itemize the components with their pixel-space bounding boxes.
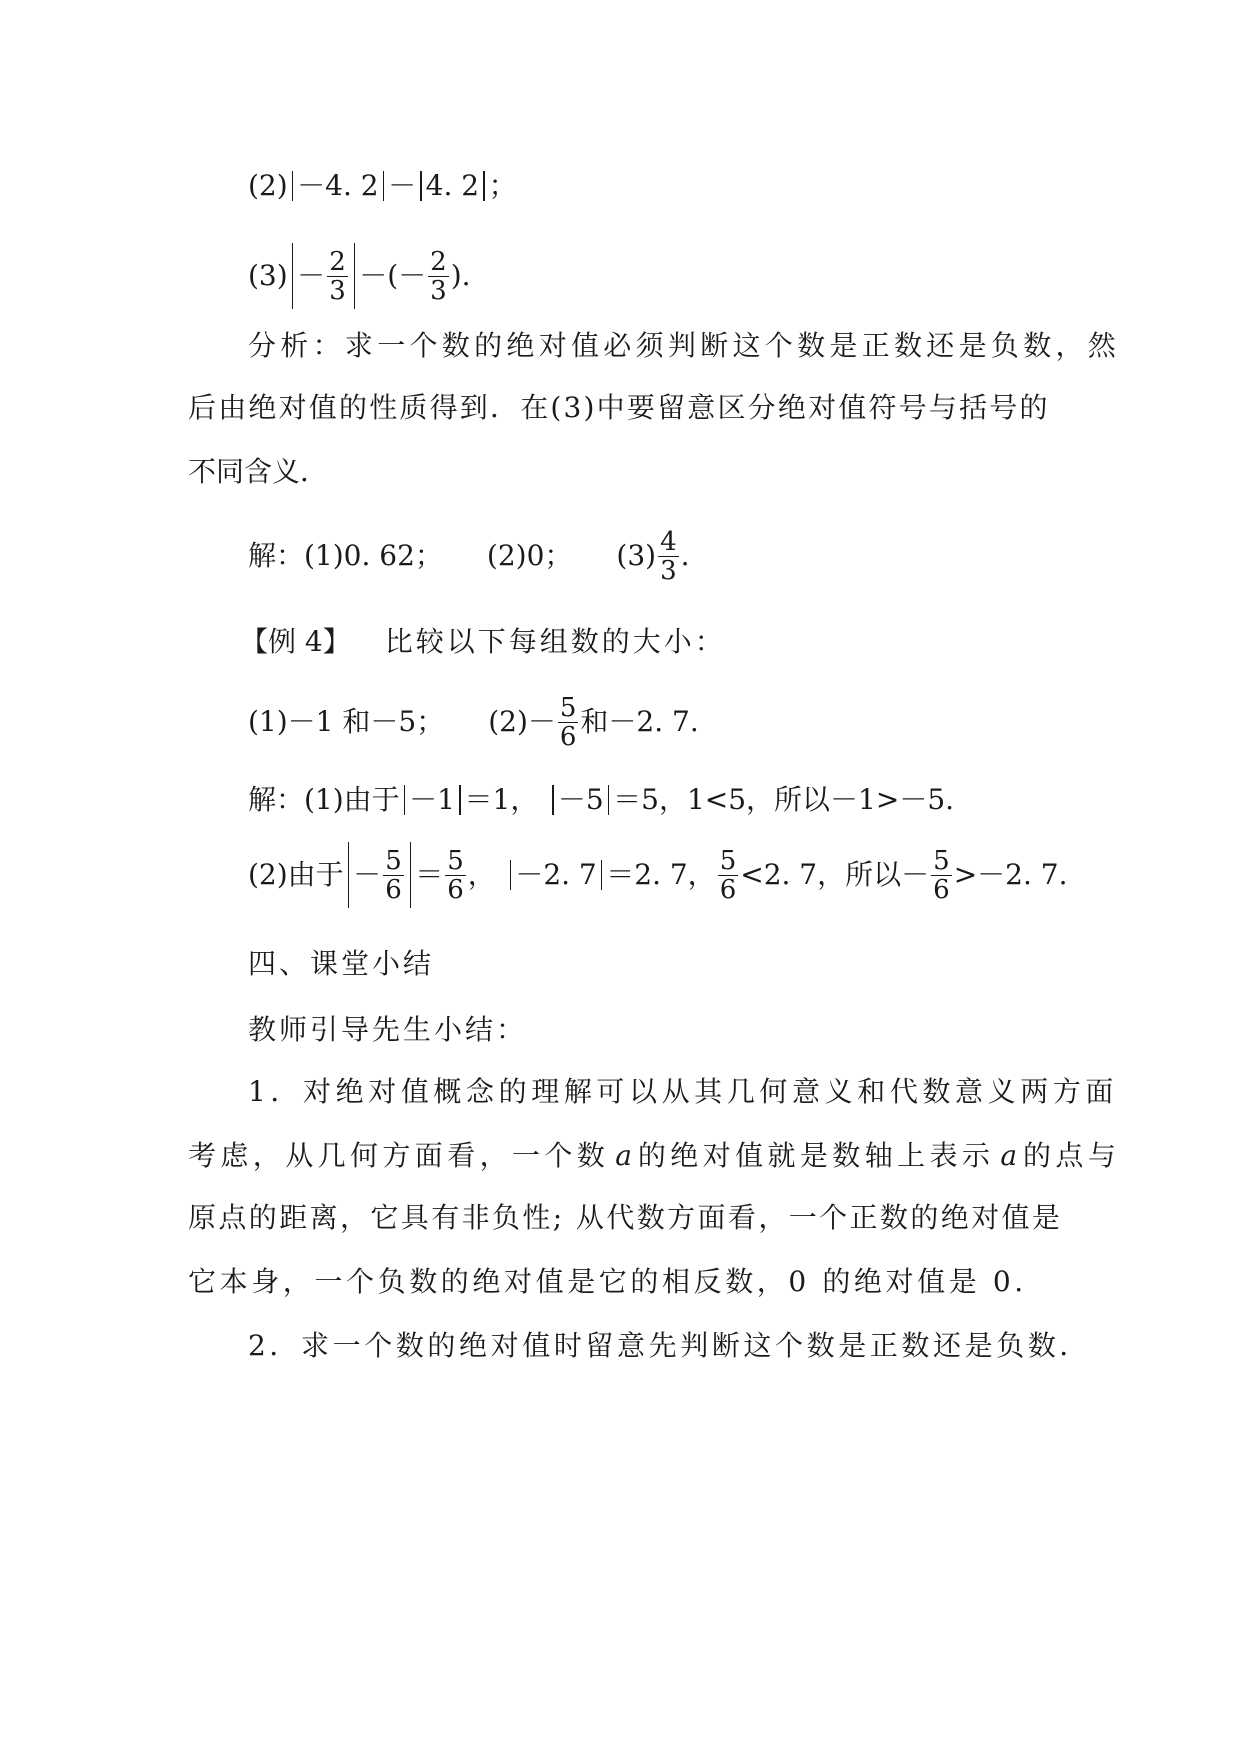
solution-2b	[248, 842, 1067, 908]
abs-content: －1	[409, 783, 455, 816]
summary-text: 原点的距离，它具有非负性; 从代数方面看，一个正数的绝对值是	[188, 1201, 1063, 1234]
problem-3-number: (3)	[248, 259, 288, 292]
operator: －(－	[359, 259, 427, 292]
fraction	[428, 248, 449, 305]
abs-bar	[292, 171, 294, 201]
fraction	[558, 694, 579, 751]
denominator: 6	[559, 721, 577, 752]
guide-text: 教师引导先生小结：	[248, 1013, 528, 1046]
fraction	[327, 248, 348, 305]
abs-bar	[383, 171, 385, 201]
abs-bar	[420, 171, 422, 201]
summary-text: 的点与	[1023, 1139, 1121, 1172]
abs-bar	[292, 243, 294, 309]
solution-part: (2)由于	[248, 858, 344, 891]
example-text: 比较以下每组数的大小：	[384, 625, 726, 658]
abs-content: 4. 2	[425, 169, 480, 202]
abs-content: －4. 2	[297, 169, 379, 202]
punctuation: ，	[467, 858, 496, 891]
summary-1-line-2	[188, 1136, 1120, 1176]
fraction	[931, 847, 952, 904]
abs-bar	[410, 842, 412, 908]
fraction	[445, 847, 466, 904]
example-4-questions	[248, 690, 699, 754]
solution-part: 解：(1)由于	[248, 783, 400, 816]
punctuation: .	[680, 539, 690, 572]
summary-2	[248, 1326, 1091, 1366]
abs-content: －5	[557, 783, 604, 816]
solution-1	[248, 524, 690, 588]
question-part: (1)－1 和－5；	[248, 705, 445, 738]
abs-bar	[601, 860, 603, 890]
solution-2a	[248, 780, 954, 820]
sign: －	[297, 259, 326, 292]
summary-1-line-4	[188, 1262, 1027, 1302]
abs-bar	[404, 785, 406, 815]
solution-part: (2)0；	[486, 539, 573, 572]
variable: a	[1000, 1139, 1018, 1172]
solution-part: ＝5，1<5，所以－1>－5.	[613, 783, 955, 816]
denominator: 6	[933, 874, 950, 905]
analysis-line-1	[248, 326, 1121, 366]
operator: ＝	[415, 858, 444, 891]
solution-part: 解：(1)0. 62；	[248, 539, 443, 572]
numerator: 5	[559, 692, 577, 723]
summary-text: 1．对绝对值概念的理解可以从其几何意义和代数意义两方面	[248, 1075, 1119, 1108]
analysis-text: 不同含义．	[188, 455, 329, 488]
punctuation: ；	[488, 169, 517, 202]
denominator: 3	[660, 555, 677, 586]
numerator: 5	[385, 845, 402, 876]
problem-3	[248, 244, 471, 308]
summary-text: 它本身，一个负数的绝对值是它的相反数，0 的绝对值是 0.	[188, 1265, 1027, 1298]
analysis-line-2	[188, 388, 1050, 428]
example-tag: 【例 4】	[240, 625, 351, 658]
sign: －	[353, 858, 382, 891]
numerator: 5	[719, 845, 737, 876]
solution-part: >－2. 7.	[953, 858, 1068, 891]
summary-text: 的绝对值就是数轴上表示	[637, 1139, 995, 1172]
numerator: 4	[660, 526, 677, 557]
operator: －	[388, 169, 417, 202]
question-part: 和－2. 7.	[580, 705, 699, 738]
denominator: 3	[430, 275, 447, 306]
abs-bar	[510, 860, 512, 890]
solution-part: ＝1，	[464, 783, 539, 816]
denominator: 6	[447, 874, 464, 905]
denominator: 6	[719, 874, 737, 905]
solution-part: (3)	[616, 539, 657, 572]
analysis-line-3	[188, 452, 328, 492]
numerator: 5	[447, 845, 464, 876]
problem-2	[248, 166, 517, 206]
summary-1-line-1	[248, 1072, 1119, 1112]
summary-1-line-3	[188, 1198, 1062, 1238]
solution-part: ＝2. 7，	[606, 858, 716, 891]
guide-line	[248, 1010, 527, 1050]
analysis-text: 后由绝对值的性质得到．在(3)中要留意区分绝对值符号与括号的	[188, 391, 1050, 424]
section-title: 四、课堂小结	[248, 947, 435, 980]
question-part: (2)－	[488, 705, 556, 738]
problem-2-number: (2)	[248, 169, 288, 202]
abs-bar	[552, 785, 554, 815]
punctuation: ).	[450, 259, 471, 292]
abs-bar	[608, 785, 610, 815]
abs-bar	[459, 785, 461, 815]
example-4-heading	[240, 622, 726, 662]
fraction	[658, 528, 679, 585]
abs-content: －2. 7	[515, 858, 597, 891]
variable: a	[615, 1139, 632, 1172]
summary-text: 考虑，从几何方面看，一个数	[188, 1139, 610, 1172]
numerator: 2	[430, 246, 447, 277]
section-heading	[248, 944, 434, 984]
numerator: 2	[329, 246, 346, 277]
denominator: 6	[385, 874, 402, 905]
solution-part: <2. 7，所以－	[740, 858, 930, 891]
fraction	[718, 847, 739, 904]
denominator: 3	[329, 275, 346, 306]
abs-bar	[348, 842, 350, 908]
abs-bar	[354, 243, 356, 309]
analysis-text: 分析：求一个数的绝对值必须判断这个数是正数还是负数，然	[248, 329, 1121, 362]
numerator: 5	[933, 845, 950, 876]
fraction	[383, 847, 404, 904]
summary-text: 2．求一个数的绝对值时留意先判断这个数是正数还是负数．	[248, 1329, 1092, 1362]
abs-bar	[483, 171, 485, 201]
